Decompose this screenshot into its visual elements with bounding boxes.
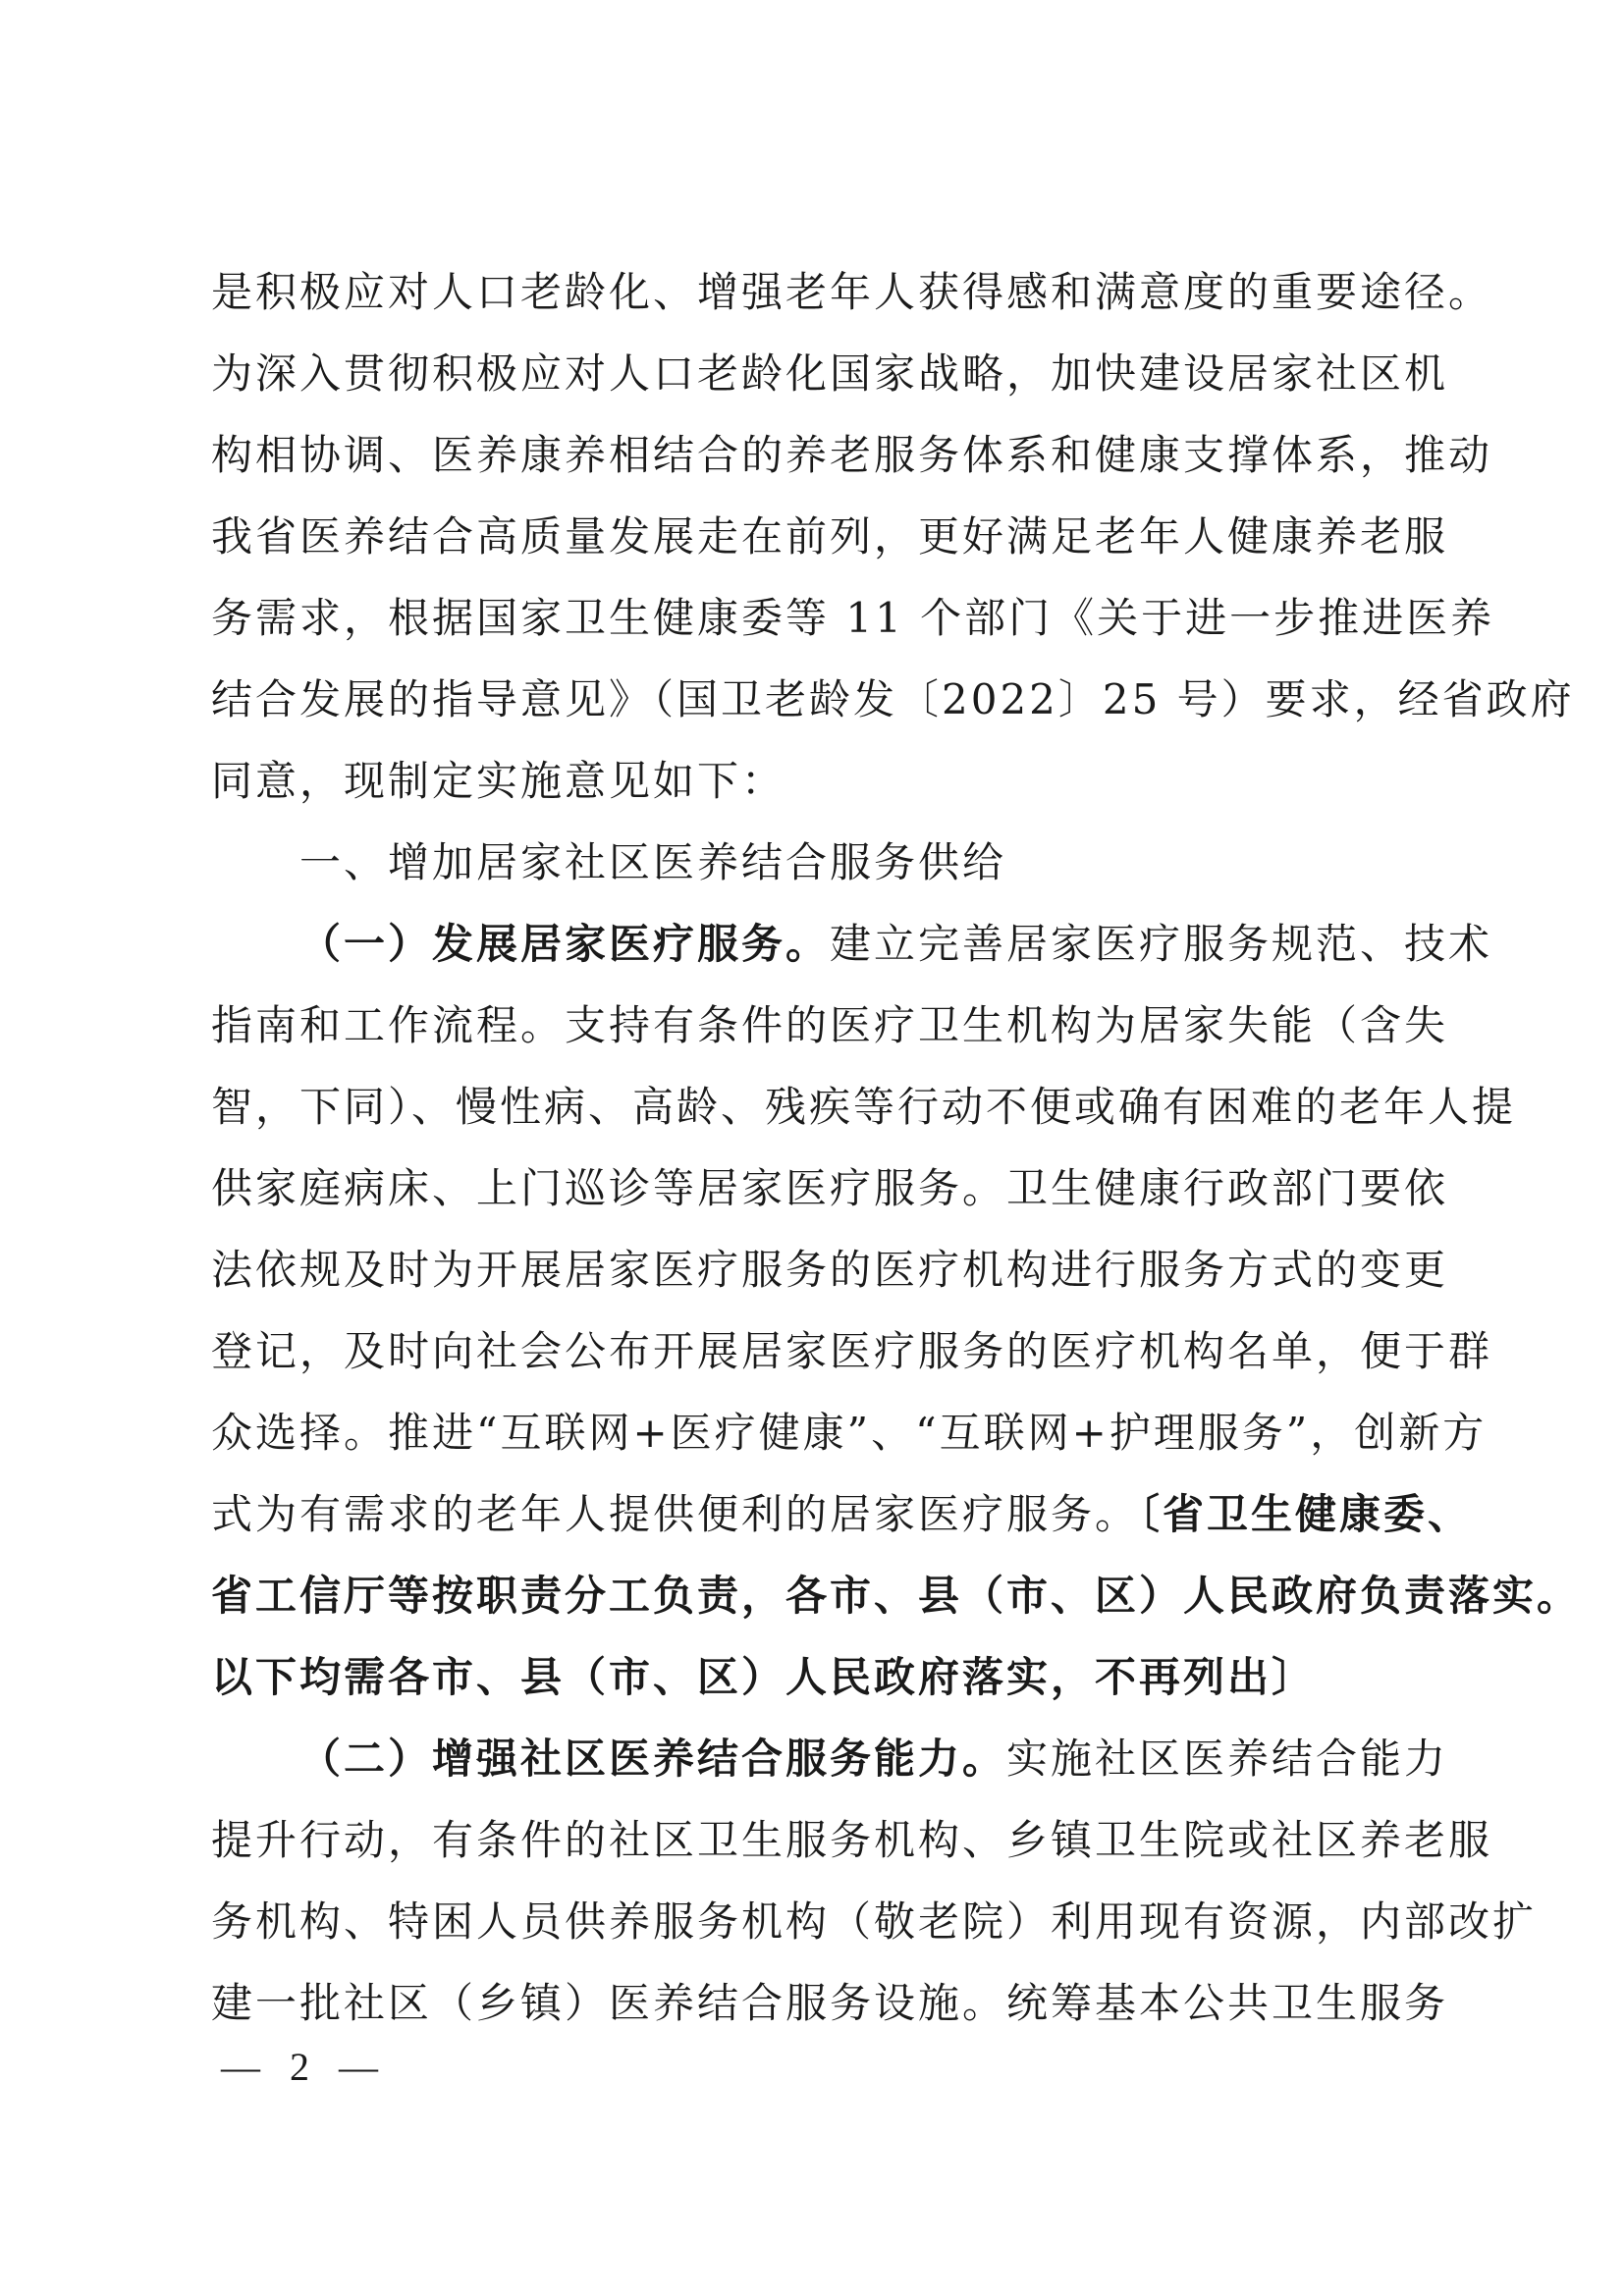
item-1-line-1 <box>211 903 1493 985</box>
item-1-line-6: 登记，及时向社会公布开展居家医疗服务的医疗机构名单，便于群 <box>211 1327 1493 1375</box>
item-2-line-4: 建一批社区（乡镇）医养结合服务设施。统筹基本公共卫生服务 <box>211 1979 1449 2027</box>
item-1-title: （一）发展居家医疗服务。 <box>299 920 831 968</box>
item-2-line-3: 务机构、特困人员供养服务机构（敬老院）利用现有资源，内部改扩 <box>211 1897 1538 1946</box>
page-number: — 2 — <box>221 2045 388 2089</box>
item-1-line-7: 众选择。推进“互联网+医疗健康”、“互联网+护理服务”，创新方 <box>211 1409 1488 1457</box>
item-1-line-1-text: 建立完善居家医疗服务规范、技术 <box>830 920 1493 968</box>
item-2-line-1-text: 实施社区医养结合能力 <box>1006 1735 1449 1783</box>
item-1-line-8 <box>211 1473 1473 1555</box>
item-2-title: （二）增强社区医养结合服务能力。 <box>299 1735 1007 1783</box>
intro-line-2: 为深入贯彻积极应对人口老龄化国家战略，加快建设居家社区机 <box>211 349 1449 398</box>
item-1-line-5: 法依规及时为开展居家医疗服务的医疗机构进行服务方式的变更 <box>211 1246 1449 1294</box>
item-2-line-2: 提升行动，有条件的社区卫生服务机构、乡镇卫生院或社区养老服 <box>211 1816 1493 1864</box>
responsibility-note-start: 〔省卫生健康委、 <box>1139 1490 1473 1538</box>
document-body <box>211 251 1582 2044</box>
item-2-line-1 <box>211 1718 1449 1799</box>
item-1-line-3: 智，下同）、慢性病、高龄、残疾等行动不便或确有困难的老年人提 <box>211 1083 1517 1131</box>
item-1-line-2: 指南和工作流程。支持有条件的医疗卫生机构为居家失能（含失 <box>211 1001 1449 1049</box>
responsibility-note-line-3: 以下均需各市、县（市、区）人民政府落实，不再列出〕 <box>211 1653 1317 1701</box>
intro-line-6: 结合发展的指导意见》（国卫老龄发〔2022〕25 号）要求，经省政府 <box>211 675 1575 723</box>
intro-line-1: 是积极应对人口老龄化、增强老年人获得感和满意度的重要途径。 <box>211 268 1493 316</box>
intro-line-7: 同意，现制定实施意见如下： <box>211 757 786 805</box>
item-1-line-4: 供家庭病床、上门巡诊等居家医疗服务。卫生健康行政部门要依 <box>211 1164 1449 1212</box>
intro-line-5: 务需求，根据国家卫生健康委等 11 个部门《关于进一步推进医养 <box>211 594 1495 642</box>
intro-line-4: 我省医养结合高质量发展走在前列，更好满足老年人健康养老服 <box>211 512 1449 561</box>
section-heading-1: 一、增加居家社区医养结合服务供给 <box>299 838 1007 886</box>
intro-line-3: 构相协调、医养康养相结合的养老服务体系和健康支撑体系，推动 <box>211 431 1493 479</box>
item-1-line-8-text: 式为有需求的老年人提供便利的居家医疗服务。 <box>211 1490 1140 1538</box>
responsibility-note-line-2: 省工信厅等按职责分工负责，各市、县（市、区）人民政府负责落实。 <box>211 1572 1582 1620</box>
